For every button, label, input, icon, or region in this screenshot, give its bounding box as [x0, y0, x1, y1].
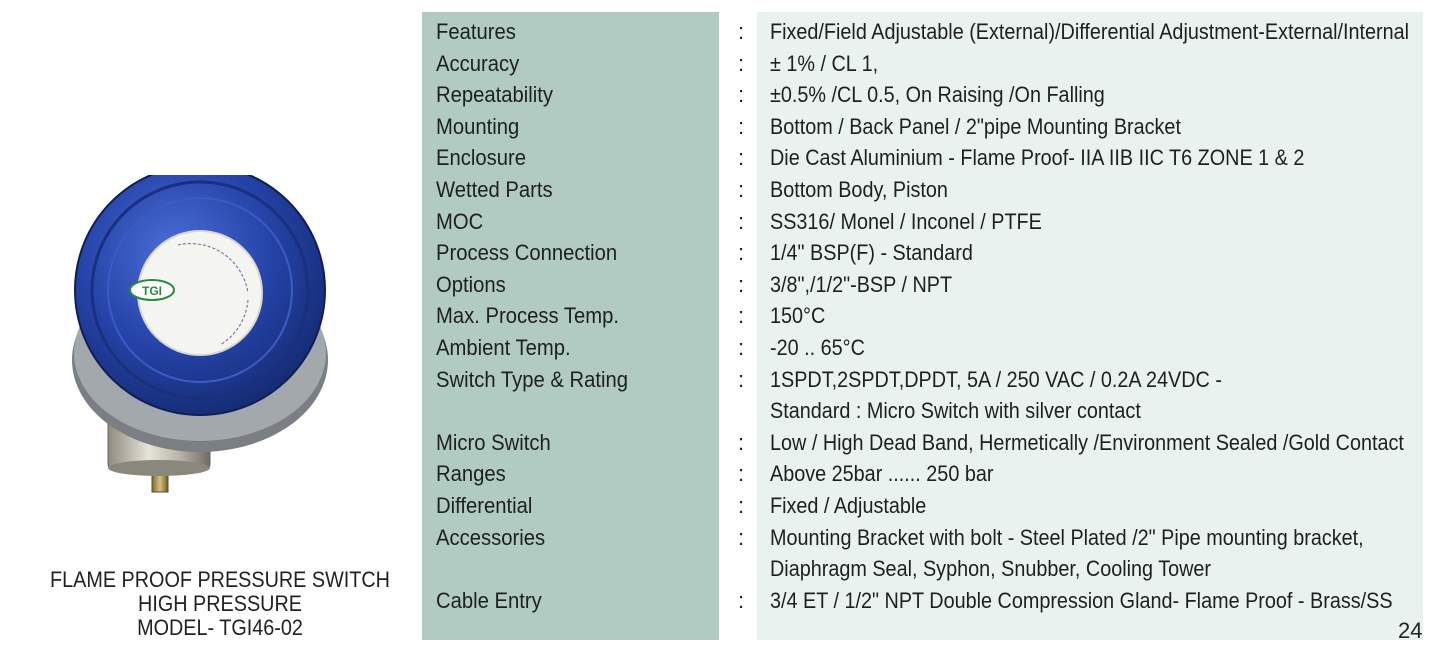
spec-colon: :: [738, 492, 745, 518]
spec-label: Repeatability: [436, 82, 554, 108]
spec-row: [0, 588, 1434, 620]
spec-colon: :: [738, 145, 745, 171]
spec-row: [0, 493, 1434, 525]
spec-value: Standard : Micro Switch with silver contact: [770, 398, 1141, 424]
spec-colon: :: [738, 176, 745, 202]
caption-title: FLAME PROOF PRESSURE SWITCH: [50, 567, 390, 592]
spec-value: SS316/ Monel / Inconel / PTFE: [770, 208, 1042, 234]
svg-text:TGI: TGI: [142, 284, 162, 298]
spec-value: 150°C: [770, 303, 826, 329]
spec-value: Mounting Bracket with bolt - Steel Plated /2" Pipe mounting bracket,: [770, 524, 1364, 550]
spec-row: [0, 461, 1434, 493]
spec-label: Wetted Parts: [436, 176, 553, 202]
spec-value: 3/8",/1/2"-BSP / NPT: [770, 271, 953, 297]
spec-label: Options: [436, 271, 506, 297]
page-number: 24: [1398, 618, 1423, 643]
spec-value: Die Cast Aluminium - Flame Proof- IIA IIB IIC T6 ZONE 1 & 2: [770, 145, 1305, 171]
spec-colon: :: [738, 208, 745, 234]
spec-value: Above 25bar ...... 250 bar: [770, 461, 994, 487]
spec-value: 1/4" BSP(F) - Standard: [770, 240, 973, 266]
spec-row: [0, 145, 1434, 177]
spec-value: 1SPDT,2SPDT,DPDT, 5A / 250 VAC / 0.2A 24VDC -: [770, 366, 1222, 392]
spec-value: ± 1% / CL 1,: [770, 50, 879, 76]
spec-label: Ranges: [436, 461, 506, 487]
spec-row: [0, 398, 1434, 430]
spec-label: Differential: [436, 492, 533, 518]
spec-row: [0, 272, 1434, 304]
spec-colon: :: [738, 429, 745, 455]
spec-colon: :: [738, 19, 745, 44]
spec-value: Bottom / Back Panel / 2"pipe Mounting Bracket: [770, 113, 1181, 139]
spec-row: [0, 525, 1434, 557]
spec-value: Diaphragm Seal, Syphon, Snubber, Cooling Tower: [770, 556, 1212, 582]
spec-colon: :: [738, 524, 745, 550]
spec-colon: :: [738, 366, 745, 392]
spec-colon: :: [738, 587, 745, 613]
spec-value: Fixed / Adjustable: [770, 492, 927, 518]
spec-label: Accessories: [436, 524, 546, 550]
spec-label: Cable Entry: [436, 587, 542, 613]
spec-value: ±0.5% /CL 0.5, On Raising /On Falling: [770, 82, 1105, 108]
spec-colon: :: [738, 82, 745, 108]
spec-label: Max. Process Temp.: [436, 303, 619, 329]
spec-label: Ambient Temp.: [436, 334, 571, 360]
spec-label: Enclosure: [436, 145, 527, 171]
spec-row: [0, 114, 1434, 146]
spec-row: [0, 19, 1434, 51]
caption-subtitle: HIGH PRESSURE: [138, 591, 302, 616]
spec-colon: :: [738, 334, 745, 360]
spec-label: Features: [436, 19, 516, 44]
spec-colon: :: [738, 271, 745, 297]
spec-row: [0, 240, 1434, 272]
spec-label: Switch Type & Rating: [436, 366, 629, 392]
spec-value: 3/4 ET / 1/2" NPT Double Compression Gland- Flame Proof - Brass/SS: [770, 587, 1393, 613]
spec-row: [0, 209, 1434, 241]
spec-value: -20 .. 65°C: [770, 334, 865, 360]
spec-colon: :: [738, 461, 745, 487]
spec-label: Accuracy: [436, 50, 520, 76]
spec-label: MOC: [436, 208, 484, 234]
spec-row: [0, 367, 1434, 399]
spec-value: Low / High Dead Band, Hermetically /Environment Sealed /Gold Contact: [770, 429, 1404, 455]
spec-label: Process Connection: [436, 240, 618, 266]
spec-label: Mounting: [436, 113, 520, 139]
spec-row: [0, 177, 1434, 209]
caption-model: MODEL- TGI46-02: [137, 615, 303, 640]
spec-colon: :: [738, 240, 745, 266]
spec-colon: :: [738, 113, 745, 139]
spec-label: Micro Switch: [436, 429, 551, 455]
spec-row: [0, 303, 1434, 335]
spec-row: [0, 430, 1434, 462]
spec-row: [0, 335, 1434, 367]
spec-value: Fixed/Field Adjustable (External)/Differential Adjustment-External/Internal: [770, 19, 1410, 44]
spec-row: [0, 51, 1434, 83]
spec-row: [0, 82, 1434, 114]
spec-colon: :: [738, 50, 745, 76]
spec-colon: :: [738, 303, 745, 329]
spec-table: [0, 19, 1434, 619]
spec-value: Bottom Body, Piston: [770, 176, 948, 202]
spec-row: [0, 556, 1434, 588]
